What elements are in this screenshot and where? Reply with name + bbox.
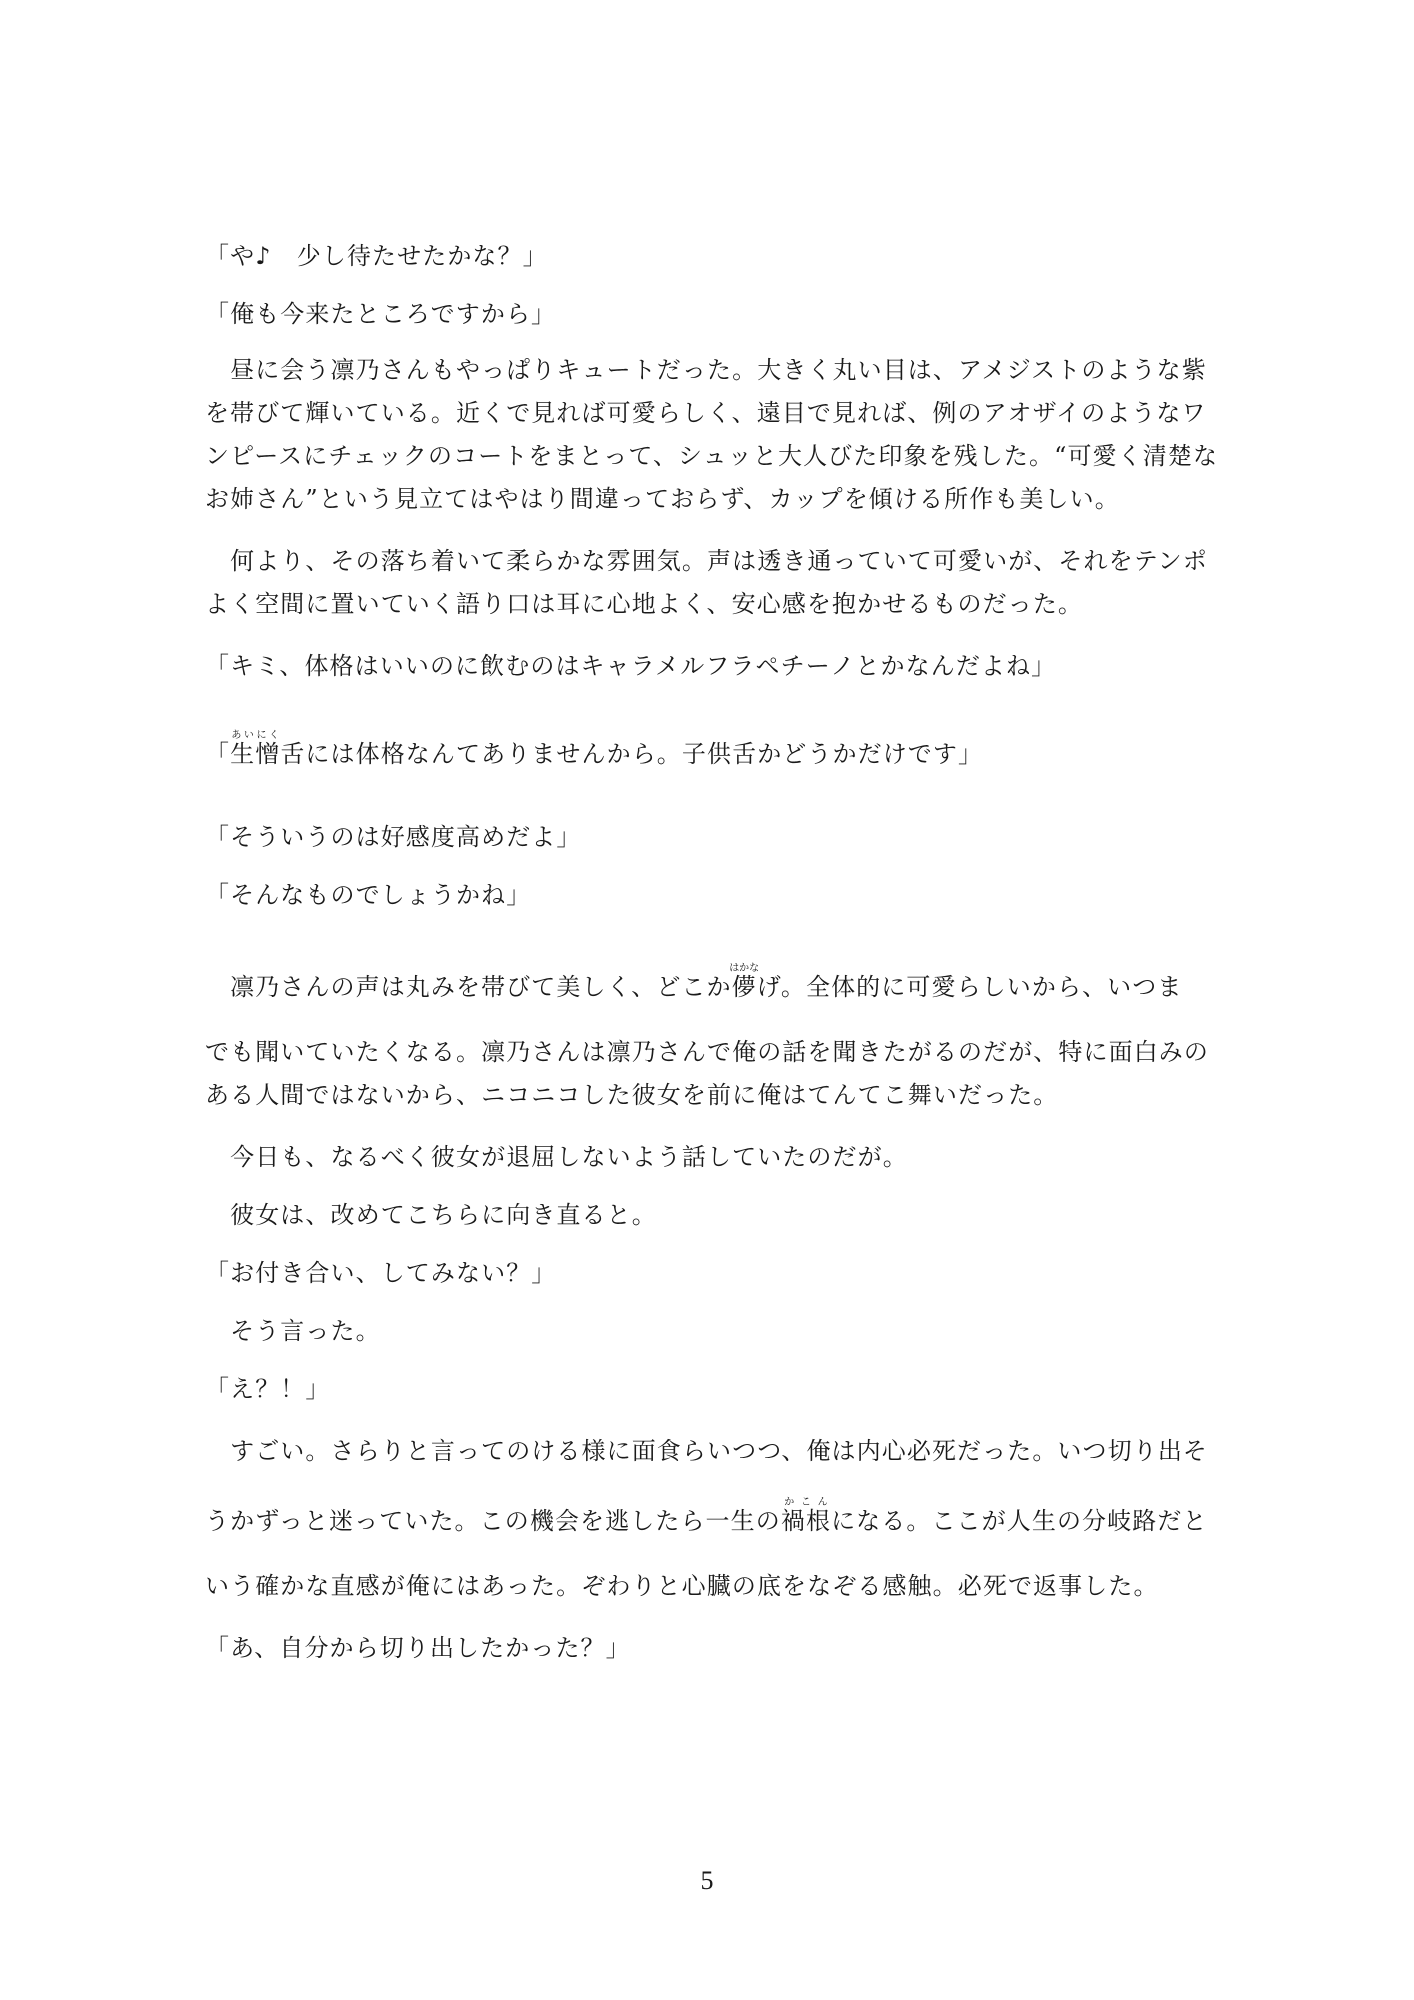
text-segment: 「 <box>205 740 231 768</box>
paragraph-line: ンピースにチェックのコートをまとって、シュッと大人びた印象を残した。“可愛く清楚な <box>205 442 1219 470</box>
dialogue-line: 「キミ、体格はいいのに飲むのはキャラメルフラペチーノとかなんだよね」 <box>205 652 1057 680</box>
body-text <box>205 240 1219 1664</box>
paragraph-line: 昼に会う凛乃さんもやっぱりキュートだった。大きく丸い目は、アメジストのような紫 <box>205 356 1207 384</box>
ruby-base: 儚 <box>729 973 760 1001</box>
ruby-word <box>729 963 760 1001</box>
dialogue-line <box>205 730 1215 773</box>
text-segment: うかずっと迷っていた。この機会を逃したら一生の <box>205 1507 781 1535</box>
paragraph-line: そう言った。 <box>205 1317 381 1345</box>
text-segment: げ。全体的に可愛らしいから、いつま <box>756 973 1183 1001</box>
dialogue-line: 「え？！」 <box>205 1375 331 1403</box>
paragraph-line: 彼女は、改めてこちらに向き直ると。 <box>205 1201 657 1229</box>
paragraph-line: お姉さん”という見立てはやはり間違っておらず、カップを傾ける所作も美しい。 <box>205 485 1120 513</box>
dialogue-line: 「お付き合い、してみない？」 <box>205 1259 557 1287</box>
text-segment: 凛乃さんの声は丸みを帯びて美しく、どこか <box>205 973 732 1001</box>
paragraph-line: いう確かな直感が俺にはあった。ぞわりと心臓の底をなぞる感触。必死で返事した。 <box>205 1572 1159 1600</box>
dialogue-line: 「俺も今来たところですから」 <box>205 300 557 328</box>
paragraph-line: すごい。さらりと言ってのける様に面食らいつつ、俺は内心必死だった。いつ切り出そ <box>205 1437 1209 1465</box>
paragraph-line: 今日も、なるべく彼女が退屈しないよう話していたのだが。 <box>205 1143 908 1171</box>
text-segment: になる。ここが人生の分岐路だと <box>831 1507 1208 1535</box>
dialogue-line: 「そんなものでしょうかね」 <box>205 881 532 909</box>
text-segment: 舌には体格なんてありませんから。子供舌かどうかだけです」 <box>280 740 984 768</box>
ruby-reading: かこん <box>780 1497 832 1508</box>
dialogue-line: 「そういうのは好感度高めだよ」 <box>205 823 582 851</box>
ruby-reading: はかな <box>729 963 760 974</box>
paragraph-line <box>205 1497 1215 1540</box>
page-number: 5 <box>700 1866 714 1895</box>
ruby-word <box>780 1497 832 1535</box>
paragraph-line <box>205 963 1215 1006</box>
ruby-base: 生憎 <box>230 740 281 768</box>
ruby-base: 禍根 <box>780 1507 832 1535</box>
paragraph-line: を帯びて輝いている。近くで見れば可愛らしく、遠目で見れば、例のアオザイのようなワ <box>205 399 1207 427</box>
ruby-reading: あいにく <box>230 730 281 741</box>
ruby-word <box>230 730 281 768</box>
dialogue-line: 「や♪ 少し待たせたかな？」 <box>205 242 548 270</box>
dialogue-line: 「あ、自分から切り出したかった？」 <box>205 1634 631 1662</box>
paragraph-line: ある人間ではないから、ニコニコした彼女を前に俺はてんてこ舞いだった。 <box>205 1081 1059 1109</box>
paragraph-line: でも聞いていたくなる。凛乃さんは凛乃さんで俺の話を聞きたがるのだが、特に面白みの <box>205 1038 1209 1066</box>
paragraph-line: 何より、その落ち着いて柔らかな雰囲気。声は透き通っていて可愛いが、それをテンポ <box>205 547 1208 575</box>
paragraph-line: よく空間に置いていく語り口は耳に心地よく、安心感を抱かせるものだった。 <box>205 590 1084 618</box>
